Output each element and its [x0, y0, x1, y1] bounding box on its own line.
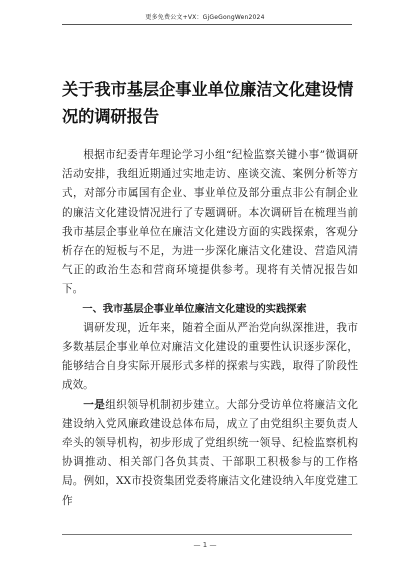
- point-lead: 一是: [83, 398, 106, 411]
- body-paragraph-point-one: [62, 396, 358, 511]
- document-body: [62, 146, 358, 511]
- intro-paragraph: 根据市纪委青年理论学习小组“纪检监察关键小事”微调研活动安排，我组近期通过实地走访、座谈交流、案例分析等方式，对部分市属国有企业、事业单位及部分重点非公有制企业的廉洁文化建设情况进行了专题调研。本次调研旨在梳理当前我市基层企事业单位在廉洁文化建设方面的实践探索，客观分析存在的短板与不足，为进一步深化廉洁文化建设、营造风清气正的政治生态和营商环境提供参考。现将有关情况报告如下。: [62, 149, 358, 296]
- body-paragraph: 调研发现，近年来，随着全面从严治党向纵深推进，我市多数基层企事业单位对廉洁文化建设的重要性认识逐步深化，能够结合自身实际开展形式多样的探索与实践，取得了阶段性成效。: [62, 321, 358, 392]
- header-note: 更多免费公文+VX：GjGeGongWen2024: [145, 14, 265, 21]
- section-heading: 一、我市基层企事业单位廉洁文化建设的实践探索: [82, 303, 307, 315]
- footer-divider: [62, 534, 352, 535]
- header-divider: [62, 24, 352, 25]
- page-title: 关于我市基层企事业单位廉洁文化建设情况的调研报告: [62, 80, 354, 126]
- page-number: — 1 —: [193, 541, 217, 549]
- point-text: 组织领导机制初步建立。大部分受访单位将廉洁文化建设纳入党风廉政建设总体布局，成立了由党组织主要负责人牵头的领导机构，初步形成了党组织统一领导、纪检监察机构协调推动、相关部门各负其责、干部职工积极参与的工作格局。例如，XX市投资集团党委将廉洁文化建设纳入年度党建工作: [62, 398, 359, 507]
